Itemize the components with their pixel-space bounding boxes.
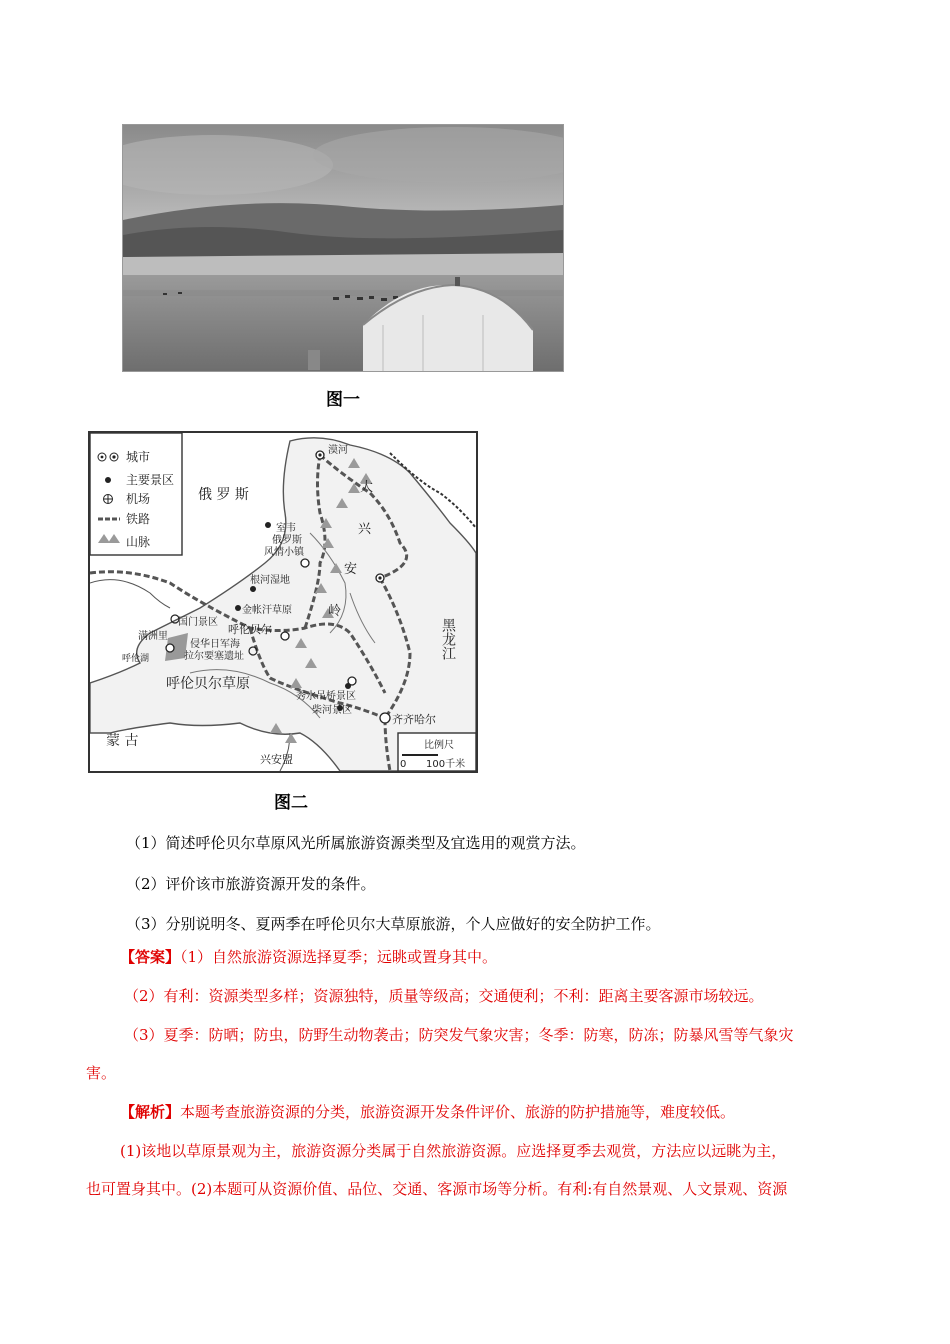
- legend-airport-label: 机场: [126, 492, 151, 506]
- heilongjiang-text: 黑龙江: [440, 618, 456, 660]
- scale-title: 比例尺: [424, 740, 454, 751]
- figure2-caption: 图二: [274, 793, 308, 813]
- manzhouli-label: 满洲里: [138, 631, 168, 642]
- legend-railway-label: 铁路: [126, 512, 151, 526]
- hulunbeier-label: 呼伦贝尔: [228, 623, 272, 636]
- answer-line-2: （2）有利：资源类型多样；资源独特，质量等级高；交通便利；不利：距离主要客源市场较远。: [124, 987, 764, 1005]
- scale-zero: 0: [400, 759, 407, 770]
- answer-line-1: [120, 946, 920, 968]
- fengqing-label: 风情小镇: [264, 547, 304, 558]
- analysis-label: 【解析】: [120, 1103, 181, 1121]
- heilongjiang-label: [440, 618, 456, 660]
- scale-value: 100千米: [426, 759, 466, 770]
- scenic-dot-icon: [105, 477, 111, 483]
- grassland-label: 呼伦贝尔草原: [166, 676, 250, 692]
- analysis-intro: 本题考查旅游资源的分类，旅游资源开发条件评价、旅游的防护措施等，难度较低。: [180, 1103, 736, 1121]
- analysis-para-b: 也可置身其中。(2)本题可从资源价值、品位、交通、客源市场等分析。有利:有自然景观、人文景观、资源: [86, 1180, 788, 1198]
- answer-line-3a: （3）夏季：防晒；防虫，防野生动物袭击；防突发气象灾害；冬季：防寒，防冻；防暴风雪等气象灾: [124, 1026, 794, 1044]
- laer-label: 拉尔要塞遗址: [184, 651, 244, 662]
- legend-mountain-label: 山脉: [126, 535, 151, 549]
- da-label: 大: [360, 480, 374, 495]
- answer-label: 【答案】: [120, 948, 181, 966]
- legend-scenic-label: 主要景区: [126, 473, 175, 487]
- jinzhang-label: 金帐汗草原: [242, 605, 292, 616]
- eluosi-label: 俄罗斯: [272, 535, 302, 546]
- xiushui-label: 秀水吊桥景区: [296, 691, 356, 702]
- answer-line-3b: 害。: [86, 1064, 117, 1082]
- mohe-label: 漠河: [328, 445, 348, 456]
- genhe-label: 根河湿地: [250, 575, 290, 586]
- analysis-intro-line: [120, 1101, 920, 1123]
- qinhua-label: 侵华日军海: [190, 639, 240, 650]
- xing-label: 兴: [358, 522, 372, 537]
- question-1: （1）简述呼伦贝尔草原风光所属旅游资源类型及宜选用的观赏方法。: [126, 834, 586, 852]
- ling-label: 岭: [328, 604, 342, 619]
- hulunhu-label: 呼伦湖: [122, 654, 150, 664]
- shiwei-label: 室韦: [276, 523, 296, 534]
- chaihe-label: 柴河景区: [312, 705, 352, 716]
- answer-text-1: （1）自然旅游资源选择夏季；远眺或置身其中。: [180, 948, 498, 966]
- xinganmeng-label: 兴安盟: [260, 753, 293, 766]
- tourism-map: [88, 431, 478, 773]
- grassland-yurt-photo: [122, 124, 564, 372]
- guomen-label: 国门景区: [178, 617, 218, 628]
- figure1-caption: 图一: [326, 390, 360, 410]
- airport-icon: [104, 495, 113, 504]
- analysis-para-a: (1)该地以草原景观为主，旅游资源分类属于自然旅游资源。应选择夏季去观赏，方法应以远眺为主，: [120, 1142, 787, 1160]
- qiqihaer-label: 齐齐哈尔: [392, 713, 436, 726]
- question-2: （2）评价该市旅游资源开发的条件。: [126, 875, 376, 893]
- question-3: （3）分别说明冬、夏两季在呼伦贝尔大草原旅游，个人应做好的安全防护工作。: [126, 915, 661, 933]
- russia-label: 俄 罗 斯: [198, 487, 249, 503]
- mongolia-label: 蒙 古: [106, 733, 139, 749]
- legend-city-label: 城市: [126, 450, 151, 464]
- an-label: 安: [344, 562, 358, 577]
